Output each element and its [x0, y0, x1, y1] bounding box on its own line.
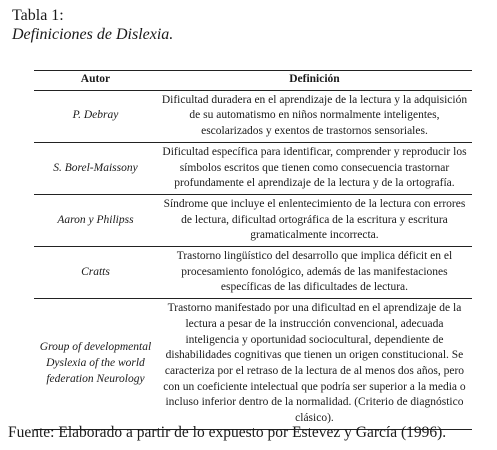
table-row: [34, 142, 472, 194]
row-autor: P. Debray: [34, 90, 157, 142]
source-note: Fuente: Elaborado a partir de lo expuesto por Estevez y García (1996).: [8, 424, 447, 441]
table-caption: Definiciones de Dislexia.: [12, 26, 174, 43]
row-definicion: Dificultad duradera en el aprendizaje de la lectura y la adquisición de su automatismo en niños normalmente inteligentes, escolarizados y exentos de trastornos sensoriales.: [157, 90, 472, 142]
row-definicion: Trastorno lingüístico del desarrollo que implica déficit en el procesamiento fonológico, además de las manifestaciones específicas de las dificultades de lectura.: [157, 247, 472, 299]
row-autor: S. Borel-Maissony: [34, 142, 157, 194]
row-definicion: Dificultad específica para identificar, comprender y reproducir los símbolos escritos que tienen como consecuencia trastornar profundamente el aprendizaje de la lectura y de la ortografía.: [157, 142, 472, 194]
row-autor: Cratts: [34, 247, 157, 299]
table-row: [34, 299, 472, 430]
row-autor: Aaron y Philipss: [34, 194, 157, 246]
row-autor: Group of developmental Dyslexia of the world federation Neurology: [34, 299, 157, 430]
table-label: Tabla 1:: [12, 7, 64, 24]
table-row: [34, 90, 472, 142]
header-autor: Autor: [34, 71, 157, 91]
definitions-table: [34, 70, 472, 430]
header-definicion: Definición: [157, 71, 472, 91]
row-definicion: Trastorno manifestado por una dificultad en el aprendizaje de la lectura a pesar de la instrucción convencional, adecuada inteligencia y oportunidad sociocultural, dependiente de dishabilidades cognitivas que tienen un origen constitucional. Se caracteriza por el retraso de la lectura de al menos dos años, pero con un coeficiente intelectual que podría ser superior a la media o incluso inferior dentro de la normalidad. (Criterio de diagnóstico clásico).: [157, 299, 472, 430]
table-row: [34, 247, 472, 299]
row-definicion: Síndrome que incluye el enlentecimiento de la lectura con errores de lectura, dificultad ortográfica de la escritura y escritura gramaticalmente incorrecta.: [157, 194, 472, 246]
table-header-row: [34, 71, 472, 91]
table-row: [34, 194, 472, 246]
